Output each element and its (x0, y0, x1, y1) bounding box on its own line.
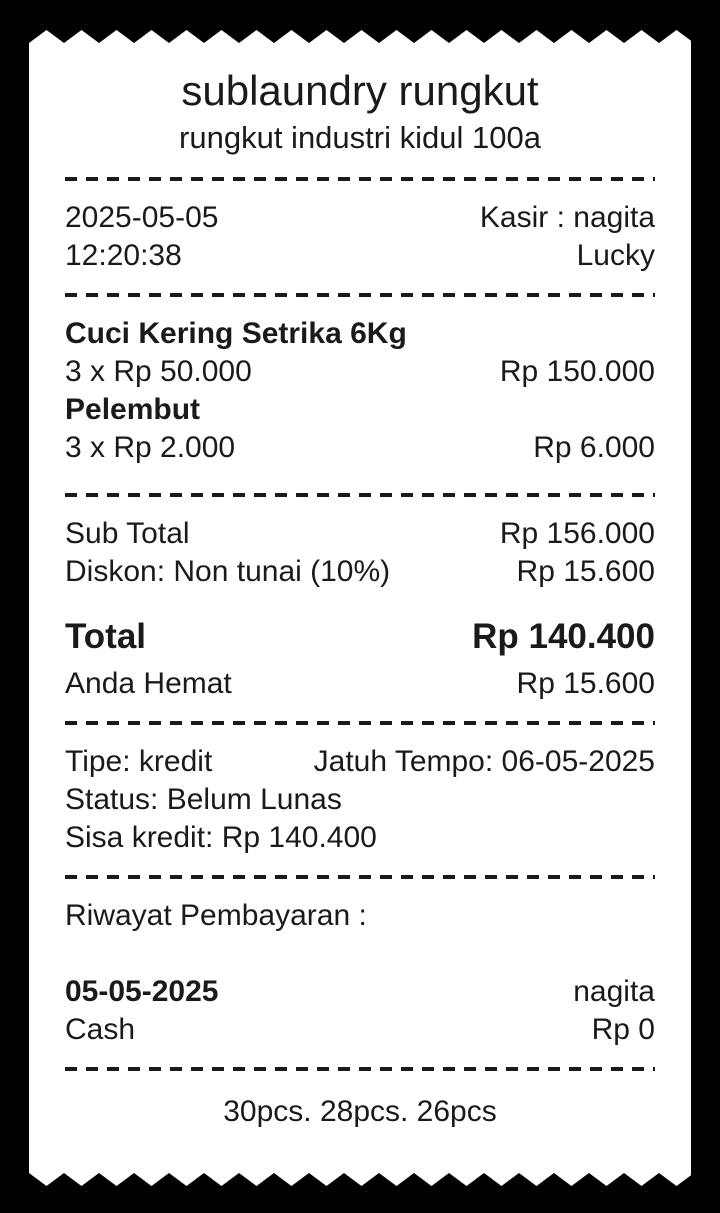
credit-remaining-row (65, 819, 655, 857)
credit-status: Status: Belum Lunas (65, 783, 342, 816)
store-address: rungkut industri kidul 100a (179, 120, 541, 155)
credit-remaining: Sisa kredit: Rp 140.400 (65, 821, 377, 854)
separator (65, 493, 655, 497)
payment-history-label: Riwayat Pembayaran : (65, 899, 367, 932)
receipt (29, 30, 691, 1186)
item-name-row (65, 315, 655, 353)
item-amount: Rp 6.000 (533, 431, 655, 464)
savings-label: Anda Hemat (65, 667, 232, 700)
subtotal-label: Sub Total (65, 517, 190, 550)
savings-row (65, 665, 655, 703)
item-name: Cuci Kering Setrika 6Kg (65, 317, 407, 350)
discount-label: Diskon: Non tunai (10%) (65, 555, 391, 588)
payment-method-row (65, 1011, 655, 1049)
credit-status-row (65, 781, 655, 819)
total-label: Total (65, 617, 147, 656)
cashier-line: Kasir : nagita (479, 201, 655, 234)
total-row (65, 613, 655, 661)
receipt-torn-edge-bottom (29, 1173, 691, 1186)
payment-date: 05-05-2025 (65, 975, 219, 1008)
item-qty-price: 3 x Rp 50.000 (65, 355, 252, 388)
meta-section (65, 199, 655, 275)
receipt-torn-edge-top (29, 30, 691, 43)
footer-note: 30pcs. 28pcs. 26pcs (223, 1095, 497, 1128)
date-cashier-row (65, 199, 655, 237)
separator (65, 293, 655, 297)
savings-amount: Rp 15.600 (516, 667, 655, 700)
total-amount: Rp 140.400 (472, 617, 655, 656)
payment-date-row (65, 973, 655, 1011)
item-amount: Rp 150.000 (499, 355, 655, 388)
credit-section (65, 743, 655, 857)
item-price-row (65, 429, 655, 467)
separator (65, 1067, 655, 1071)
payment-by: nagita (573, 975, 655, 1008)
item-price-row (65, 353, 655, 391)
totals-section (65, 515, 655, 703)
payment-method: Cash (65, 1013, 136, 1046)
separator (65, 721, 655, 725)
receipt-paper (29, 43, 691, 1173)
item-qty-price: 3 x Rp 2.000 (65, 431, 236, 464)
store-name: sublaundry rungkut (181, 67, 539, 114)
time-customer-row (65, 237, 655, 275)
receipt-date: 2025-05-05 (65, 201, 219, 234)
customer-name: Lucky (576, 239, 655, 272)
credit-due-date: Jatuh Tempo: 06-05-2025 (313, 745, 655, 778)
item-name: Pelembut (65, 393, 201, 426)
credit-type: Tipe: kredit (65, 745, 213, 778)
discount-row (65, 553, 655, 591)
items-section (65, 315, 655, 467)
credit-type-due-row (65, 743, 655, 781)
item-name-row (65, 391, 655, 429)
payment-amount: Rp 0 (591, 1013, 655, 1046)
subtotal-row (65, 515, 655, 553)
separator (65, 177, 655, 181)
subtotal-amount: Rp 156.000 (499, 517, 655, 550)
separator (65, 875, 655, 879)
discount-amount: Rp 15.600 (516, 555, 655, 588)
receipt-time: 12:20:38 (65, 239, 182, 272)
payment-history-section (65, 973, 655, 1049)
